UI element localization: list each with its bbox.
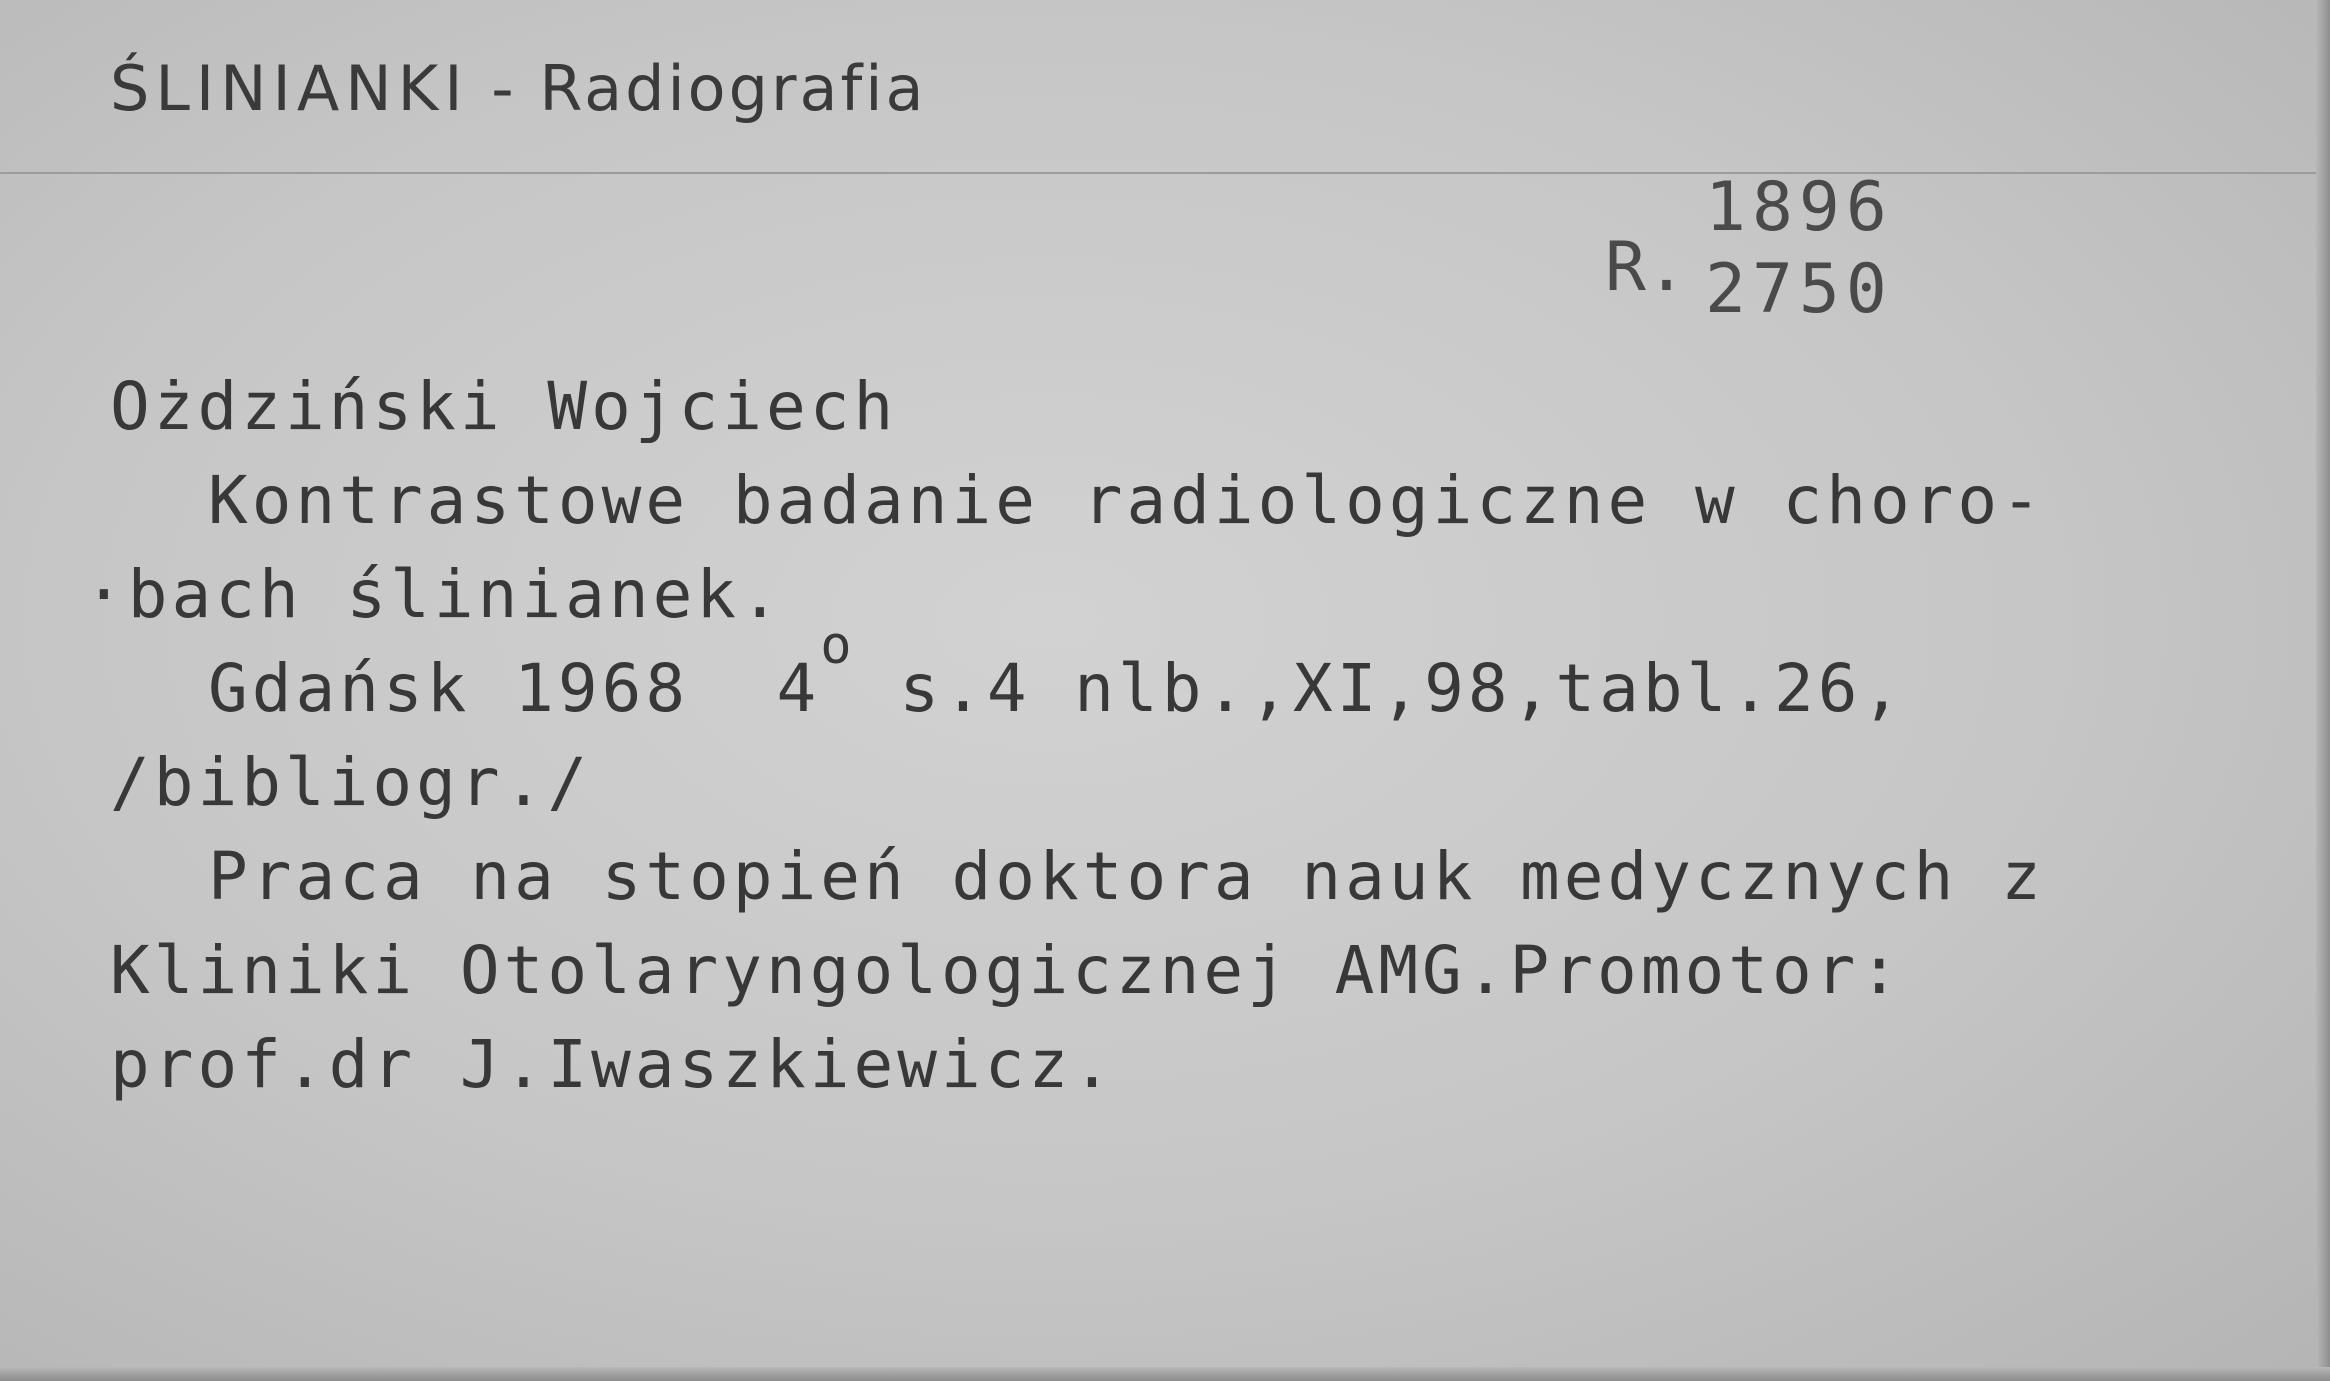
title-line-2-wrapper — [84, 548, 2045, 642]
note-line-3: prof.dr J.Iwaszkiewicz. — [110, 1026, 1116, 1103]
bullet-mark: · — [84, 556, 128, 633]
imprint-line-1 — [110, 616, 2045, 736]
title-line-2: bach ślinianek. — [127, 556, 784, 633]
title-line-1: Kontrastowe badanie radiologiczne w choro- — [208, 462, 2045, 539]
imprint-place-year: Gdańsk 1968 4 — [208, 650, 821, 727]
call-number-prefix: R. — [1605, 228, 1687, 307]
card-bottom-edge — [0, 1367, 2330, 1381]
subject-term: ŚLINIANKI — [110, 52, 469, 125]
bibliographic-entry — [84, 360, 2045, 1112]
note-line-1: Praca na stopień doktora nauk medycznych z — [208, 838, 2045, 915]
subject-heading — [110, 52, 927, 125]
author-name: Ożdziński Wojciech — [110, 368, 898, 445]
heading-rule — [0, 172, 2330, 174]
subject-subdivision: Radiografia — [539, 52, 927, 125]
note-line-2: Kliniki Otolaryngologicznej AMG.Promotor: — [110, 932, 1904, 1009]
card-right-edge — [2316, 0, 2330, 1381]
imprint-pagination: s.4 nlb.,XI,98,tabl.26, — [855, 650, 1906, 727]
imprint-line-2: /bibliogr./ — [110, 744, 592, 821]
call-number-top: 1896 — [1705, 168, 1893, 247]
call-number-bottom: 2750 — [1705, 250, 1893, 329]
heading-separator: - — [468, 52, 540, 125]
imprint-format-superscript: o — [820, 616, 856, 676]
